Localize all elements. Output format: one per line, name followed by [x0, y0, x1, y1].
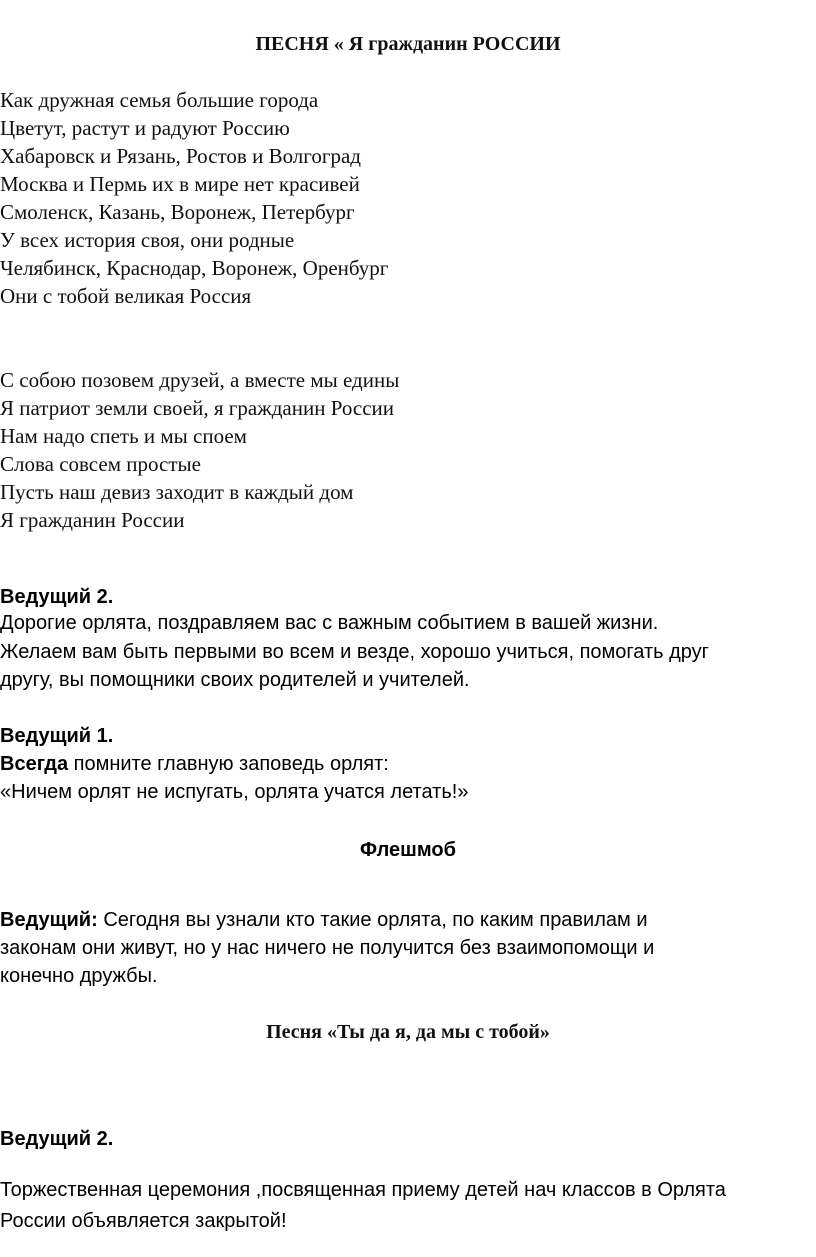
song-title: Песня «Ты да я, да мы с тобой»	[266, 1021, 550, 1043]
paragraph-line: конечно дружбы.	[0, 965, 158, 987]
host-label: Ведущий:	[0, 909, 98, 931]
paragraph-line: Торжественная церемония ,посвященная приему детей нач классов в Орлята	[0, 1179, 726, 1201]
host-heading: Ведущий 2.	[0, 1128, 114, 1150]
chorus-line: Я патриот земли своей, я гражданин России	[0, 396, 394, 420]
chorus-line: С собою позовем друзей, а вместе мы едины	[0, 368, 400, 392]
verse-line: Челябинск, Краснодар, Воронеж, Оренбург	[0, 256, 389, 280]
host-heading: Ведущий 2.	[0, 586, 114, 608]
chorus-line: Пусть наш девиз заходит в каждый дом	[0, 480, 354, 504]
chorus-line: Слова совсем простые	[0, 452, 201, 476]
verse-line: Цветут, растут и радуют Россию	[0, 116, 290, 140]
paragraph-line: России объявляется закрытой!	[0, 1210, 287, 1232]
paragraph-line: другу, вы помощники своих родителей и учителей.	[0, 669, 470, 691]
paragraph-line: Дорогие орлята, поздравляем вас с важным событием в вашей жизни.	[0, 612, 659, 634]
verse-line: Смоленск, Казань, Воронеж, Петербург	[0, 200, 355, 224]
paragraph-text: Сегодня вы узнали кто такие орлята, по каким правилам и	[97, 909, 648, 931]
verse-line: У всех история своя, они родные	[0, 228, 295, 252]
paragraph-line: законам они живут, но у нас ничего не получится без взаимопомощи и	[0, 937, 655, 959]
paragraph-line: Желаем вам быть первыми во всем и везде, хорошо учиться, помогать друг	[0, 641, 709, 663]
song-title: ПЕСНЯ « Я гражданин РОССИИ	[255, 33, 561, 55]
chorus-line: Нам надо спеть и мы споем	[0, 424, 247, 448]
verse-line: Москва и Пермь их в мире нет красивей	[0, 172, 360, 196]
quote-line: «Ничем орлят не испугать, орлята учатся летать!»	[0, 781, 469, 803]
verse-line: Как дружная семья большие города	[0, 88, 319, 112]
paragraph-line	[0, 906, 648, 934]
emphasis-text: Всегда	[0, 753, 69, 775]
paragraph-line	[0, 750, 389, 778]
host-heading: Ведущий 1.	[0, 725, 114, 747]
chorus-line: Я гражданин России	[0, 508, 185, 532]
verse-line: Они с тобой великая Россия	[0, 284, 252, 308]
paragraph-text: помните главную заповедь орлят:	[68, 753, 389, 775]
verse-line: Хабаровск и Рязань, Ростов и Волгоград	[0, 144, 361, 168]
section-heading: Флешмоб	[360, 839, 456, 861]
